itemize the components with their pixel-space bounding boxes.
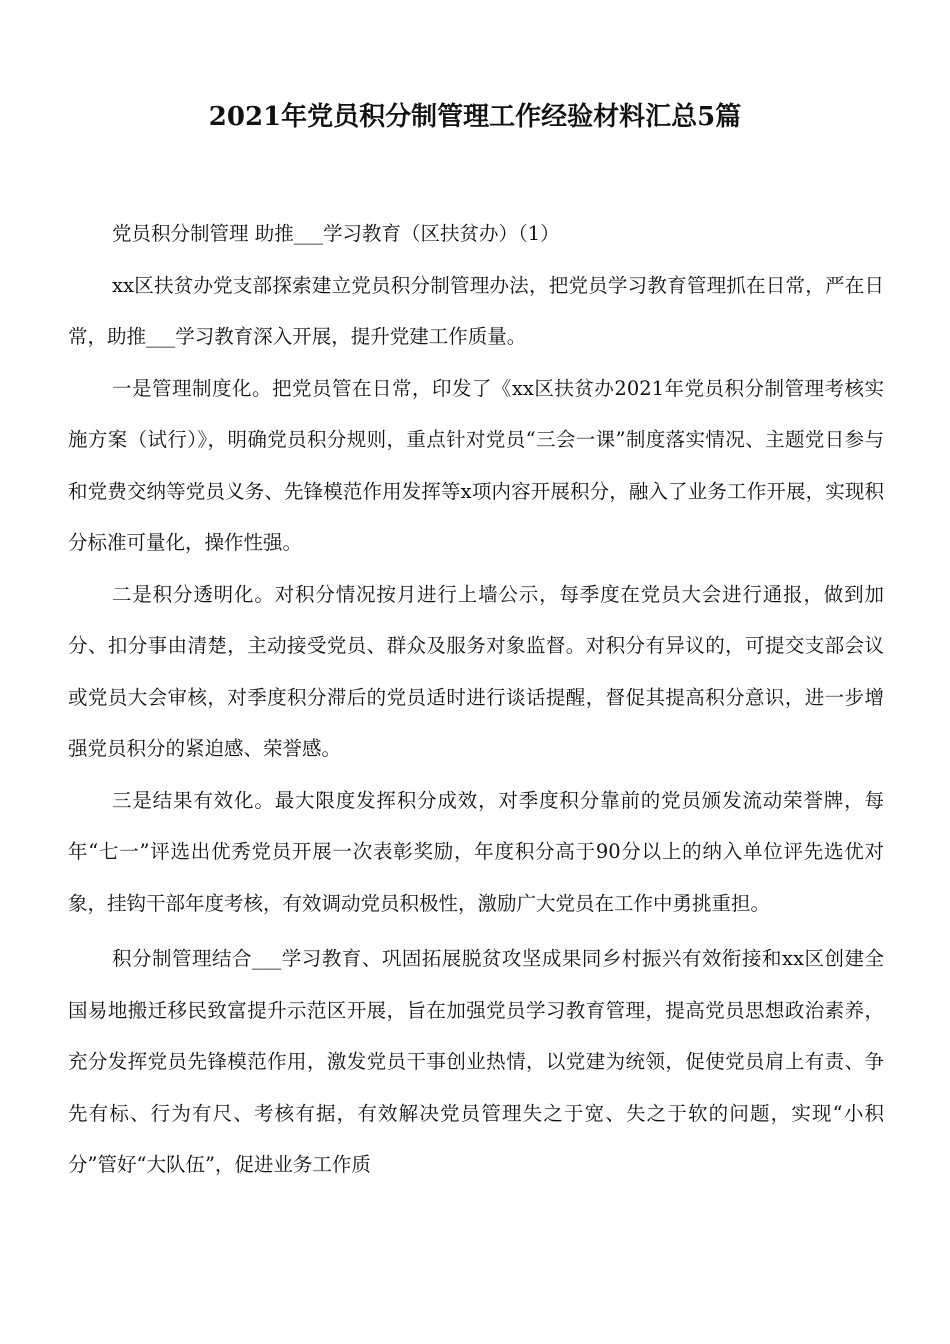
paragraph-heading: 党员积分制管理 助推___学习教育（区扶贫办）（1） — [112, 222, 560, 245]
paragraph-intro: xx区扶贫办党支部探索建立党员积分制管理办法，把党员学习教育管理抓在日常，严在日常，助推___学习教育深入开展，提升党建工作质量。 — [68, 273, 884, 348]
document-title: 2021年党员积分制管理工作经验材料汇总5篇 — [208, 102, 742, 132]
paragraph-summary: 积分制管理结合___学习教育、巩固拓展脱贫攻坚成果同乡村振兴有效衔接和xx区创建全国易地搬迁移民致富提升示范区开展，旨在加强党员学习教育管理，提高党员思想政治素养，充分发挥党员先锋模范作用，激发党员干事创业热情，以党建为统领，促使党员肩上有责、争先有标、行为有尺、考核有据，有效解决党员管理失之于宽、失之于软的问题，实现“小积分”管好“大队伍”，促进业务工作质 — [68, 947, 884, 1176]
document-body — [68, 208, 884, 1191]
paragraph-point-two: 二是积分透明化。对积分情况按月进行上墙公示，每季度在党员大会进行通报，做到加分、扣分事由清楚，主动接受党员、群众及服务对象监督。对积分有异议的，可提交支部会议或党员大会审核，对季度积分滞后的党员适时进行谈话提醒，督促其提高积分意识，进一步增强党员积分的紧迫感、荣誉感。 — [68, 582, 884, 760]
paragraph-point-three: 三是结果有效化。最大限度发挥积分成效，对季度积分靠前的党员颁发流动荣誉牌，每年“七一”评选出优秀党员开展一次表彰奖励，年度积分高于90分以上的纳入单位评先选优对象，挂钩干部年度考核，有效调动党员积极性，激励广大党员在工作中勇挑重担。 — [68, 788, 884, 915]
paragraph-point-one: 一是管理制度化。把党员管在日常，印发了《xx区扶贫办2021年党员积分制管理考核实施方案（试行）》，明确党员积分规则，重点针对党员“三会一课”制度落实情况、主题党日参与和党费交纳等党员义务、先锋模范作用发挥等x项内容开展积分，融入了业务工作开展，实现积分标准可量化，操作性强。 — [68, 376, 884, 554]
